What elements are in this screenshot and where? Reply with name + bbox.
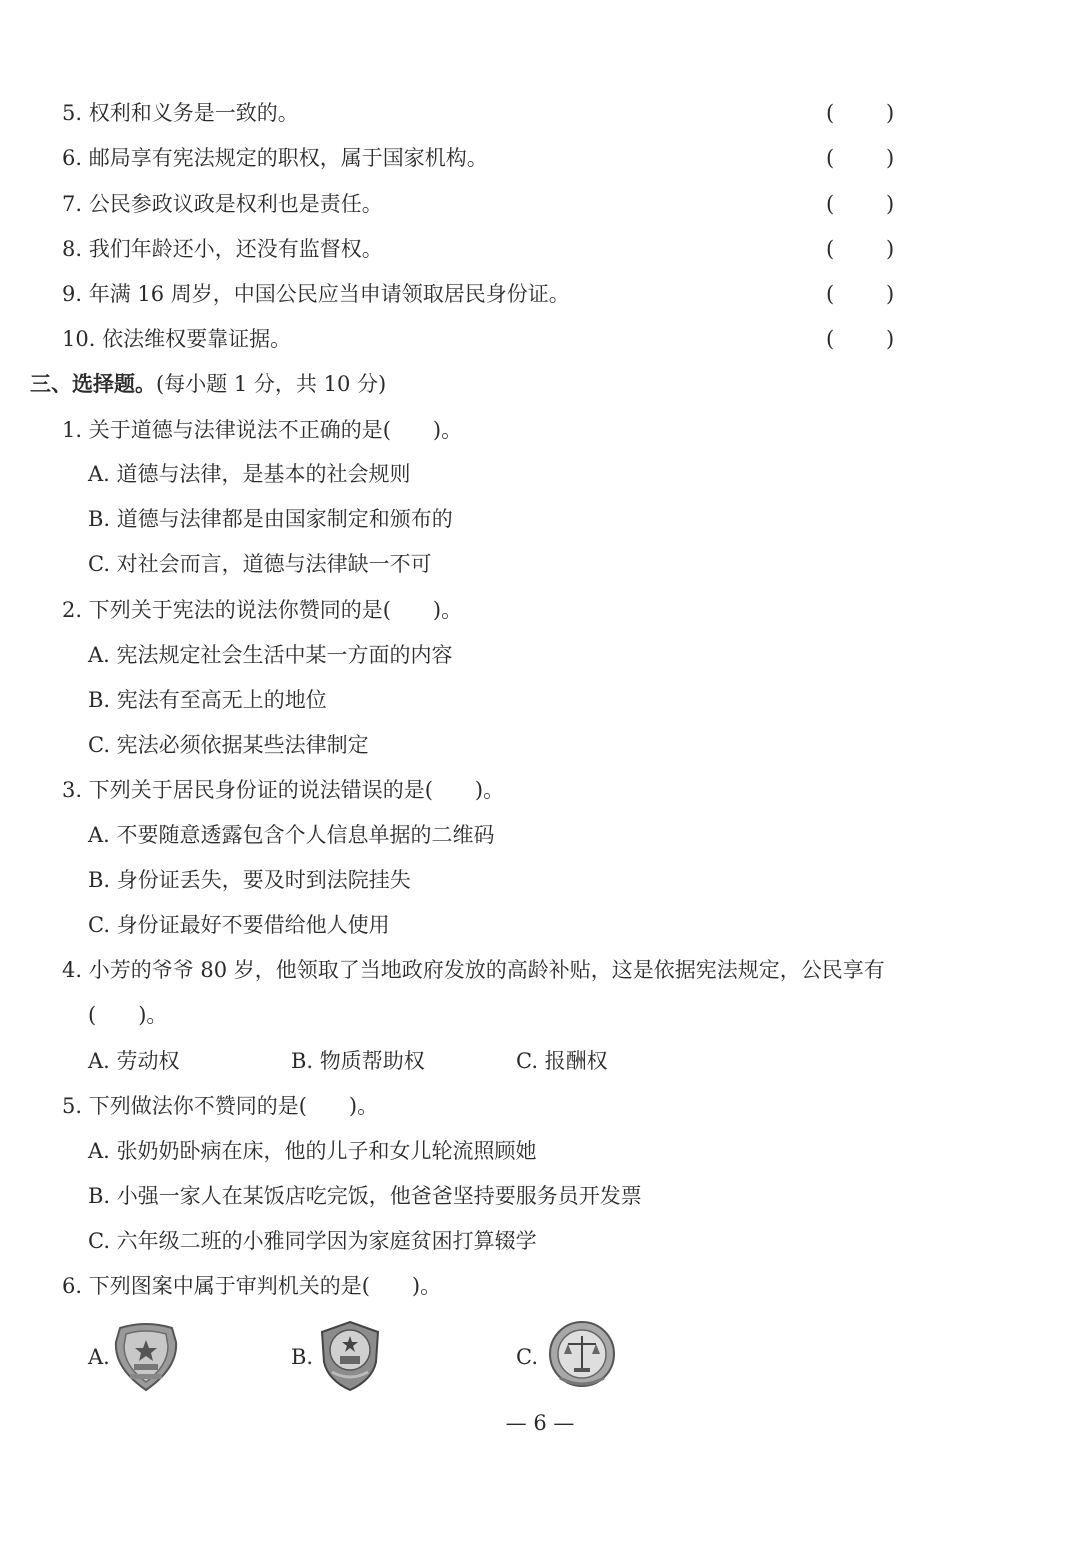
paren-close: ) <box>886 192 895 216</box>
answer-blank-7[interactable] <box>826 189 896 219</box>
judgement-item-7: 7. 公民参政议政是权利也是责任。 <box>62 192 383 216</box>
paren-open: ( <box>826 192 835 216</box>
question-3-option-c[interactable]: C. 身份证最好不要借给他人使用 <box>88 913 390 937</box>
question-1-stem: 1. 关于道德与法律说法不正确的是( )。 <box>62 418 463 442</box>
paren-open: ( <box>826 146 835 170</box>
question-3-option-b[interactable]: B. 身份证丢失，要及时到法院挂失 <box>88 868 411 892</box>
question-6-option-c-label[interactable]: C. <box>516 1345 538 1369</box>
section-title: 三、选择题。 <box>30 372 156 396</box>
question-6-stem: 6. 下列图案中属于审判机关的是( )。 <box>62 1274 442 1298</box>
paren-close: ) <box>886 237 895 261</box>
question-4-option-a[interactable]: A. 劳动权 <box>88 1049 180 1073</box>
section-score-note: (每小题 1 分，共 10 分) <box>156 372 387 396</box>
question-3-stem: 3. 下列关于居民身份证的说法错误的是( )。 <box>62 778 505 802</box>
answer-blank-8[interactable] <box>826 234 896 264</box>
question-1-option-b[interactable]: B. 道德与法律都是由国家制定和颁布的 <box>88 507 453 531</box>
question-2-option-a[interactable]: A. 宪法规定社会生活中某一方面的内容 <box>88 643 453 667</box>
paren-open: ( <box>826 237 835 261</box>
question-2-stem: 2. 下列关于宪法的说法你赞同的是( )。 <box>62 598 463 622</box>
judgement-item-10: 10. 依法维权要靠证据。 <box>62 327 292 351</box>
emblem-options <box>0 1318 1080 1394</box>
paren-close: ) <box>886 146 895 170</box>
page-number: — 6 — <box>505 1411 575 1435</box>
question-1-option-c[interactable]: C. 对社会而言，道德与法律缺一不可 <box>88 552 432 576</box>
question-5-stem: 5. 下列做法你不赞同的是( )。 <box>62 1094 379 1118</box>
question-5-option-a[interactable]: A. 张奶奶卧病在床，他的儿子和女儿轮流照顾她 <box>88 1139 537 1163</box>
question-6-option-b-label[interactable]: B. <box>291 1345 314 1369</box>
paren-close: ) <box>886 327 895 351</box>
judgement-item-8: 8. 我们年龄还小，还没有监督权。 <box>62 237 383 261</box>
answer-blank-5[interactable] <box>826 98 896 128</box>
police-badge-icon[interactable] <box>110 1318 182 1394</box>
paren-close: ) <box>886 282 895 306</box>
judgement-item-5: 5. 权利和义务是一致的。 <box>62 101 299 125</box>
question-4-option-b[interactable]: B. 物质帮助权 <box>291 1049 425 1073</box>
answer-blank-9[interactable] <box>826 279 896 309</box>
section-heading <box>30 369 386 399</box>
question-2-option-c[interactable]: C. 宪法必须依据某些法律制定 <box>88 733 369 757</box>
paren-open: ( <box>826 327 835 351</box>
judgement-item-6: 6. 邮局享有宪法规定的职权，属于国家机构。 <box>62 146 488 170</box>
answer-blank-10[interactable] <box>826 324 896 354</box>
question-5-option-b[interactable]: B. 小强一家人在某饭店吃完饭，他爸爸坚持要服务员开发票 <box>88 1184 642 1208</box>
question-4-option-c[interactable]: C. 报酬权 <box>516 1049 608 1073</box>
procuratorate-emblem-icon[interactable] <box>312 1318 388 1394</box>
answer-blank-6[interactable] <box>826 143 896 173</box>
question-6-option-a-label[interactable]: A. <box>88 1345 110 1369</box>
question-2-option-b[interactable]: B. 宪法有至高无上的地位 <box>88 688 327 712</box>
question-4-stem-continued: ( )。 <box>88 1003 168 1027</box>
judgement-item-9: 9. 年满 16 周岁，中国公民应当申请领取居民身份证。 <box>62 282 570 306</box>
question-3-option-a[interactable]: A. 不要随意透露包含个人信息单据的二维码 <box>88 823 495 847</box>
court-emblem-icon[interactable] <box>546 1318 618 1394</box>
question-1-option-a[interactable]: A. 道德与法律，是基本的社会规则 <box>88 462 411 486</box>
question-4-stem: 4. 小芳的爷爷 80 岁，他领取了当地政府发放的高龄补贴，这是依据宪法规定，公民享有 <box>62 958 885 982</box>
paren-open: ( <box>826 101 835 125</box>
question-5-option-c[interactable]: C. 六年级二班的小雅同学因为家庭贫困打算辍学 <box>88 1229 537 1253</box>
paren-close: ) <box>886 101 895 125</box>
paren-open: ( <box>826 282 835 306</box>
